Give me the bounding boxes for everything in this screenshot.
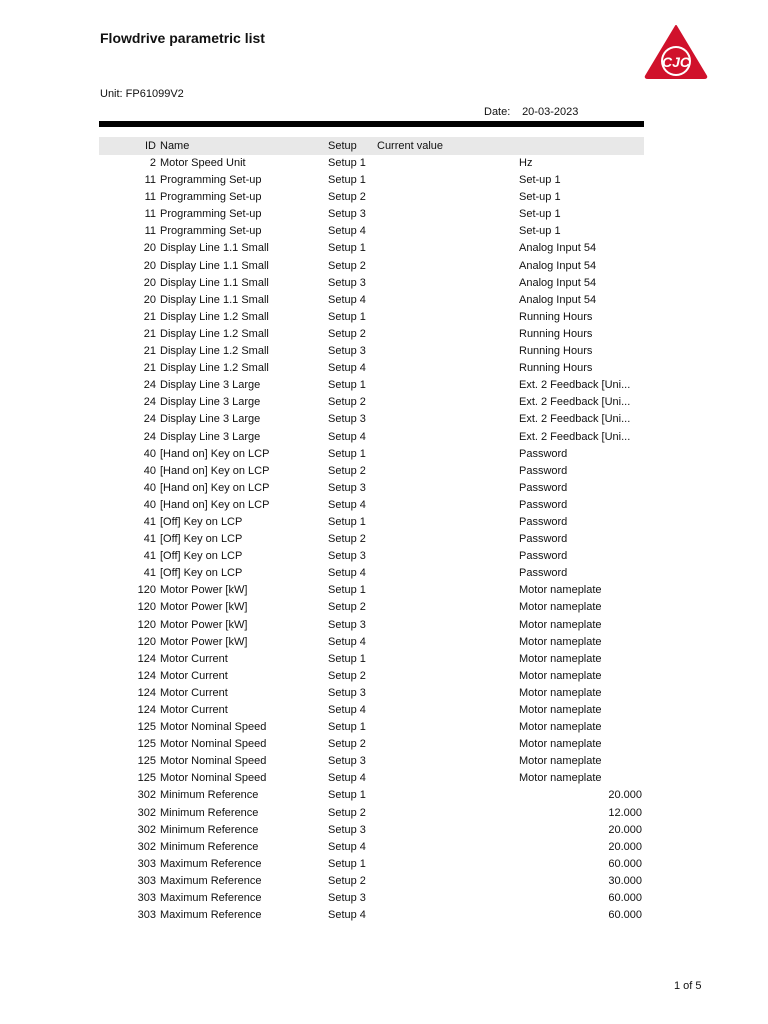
cell-value: Ext. 2 Feedback [Uni... bbox=[519, 379, 631, 392]
cell-value: 30.000 bbox=[608, 874, 642, 887]
cell-value: Password bbox=[519, 481, 568, 494]
cell-setup: Setup 2 bbox=[328, 259, 366, 272]
table-row bbox=[99, 907, 644, 924]
cell-setup: Setup 3 bbox=[328, 276, 366, 289]
cell-id: 40 bbox=[143, 447, 156, 460]
date-label: Date: bbox=[484, 106, 511, 118]
cell-value: Analog Input 54 bbox=[519, 242, 597, 255]
cell-name: [Hand on] Key on LCP bbox=[160, 498, 270, 511]
table-row bbox=[99, 360, 644, 377]
cell-name: Motor Power [kW] bbox=[160, 618, 248, 631]
cell-name: Display Line 1.1 Small bbox=[160, 293, 269, 306]
cell-id: 41 bbox=[143, 567, 156, 580]
cell-value: Analog Input 54 bbox=[519, 293, 597, 306]
cell-value: Motor nameplate bbox=[519, 601, 602, 614]
cell-name: Minimum Reference bbox=[160, 823, 259, 836]
cell-name: Motor Current bbox=[160, 704, 228, 716]
table-row bbox=[99, 873, 644, 890]
table-row bbox=[99, 634, 644, 651]
cell-name: Display Line 3 Large bbox=[160, 379, 261, 392]
cell-value: Motor nameplate bbox=[519, 721, 602, 734]
table-row bbox=[99, 309, 644, 326]
cell-id: 20 bbox=[143, 293, 156, 306]
cell-id: 24 bbox=[143, 413, 156, 426]
cell-name: Display Line 3 Large bbox=[160, 430, 261, 443]
cell-value: 60.000 bbox=[608, 857, 642, 870]
cell-name: [Off] Key on LCP bbox=[160, 550, 243, 563]
cell-name: [Off] Key on LCP bbox=[160, 515, 243, 528]
cell-value: 60.000 bbox=[608, 892, 642, 905]
cell-value: Motor nameplate bbox=[519, 738, 602, 751]
cell-value: Motor nameplate bbox=[519, 772, 602, 785]
cell-id: 125 bbox=[137, 721, 156, 734]
cell-setup: Setup 1 bbox=[328, 515, 366, 528]
cell-setup: Setup 4 bbox=[328, 293, 366, 306]
table-row bbox=[99, 599, 644, 616]
cell-value: Password bbox=[519, 533, 568, 546]
cell-name: Maximum Reference bbox=[160, 892, 262, 905]
cell-value: Set-up 1 bbox=[519, 174, 561, 187]
cell-id: 24 bbox=[143, 430, 156, 443]
table-row bbox=[99, 240, 644, 257]
cell-value: Motor nameplate bbox=[519, 618, 602, 631]
cell-name: Motor Speed Unit bbox=[160, 157, 246, 169]
cell-name: Motor Nominal Speed bbox=[160, 755, 267, 768]
cell-name: [Off] Key on LCP bbox=[160, 567, 243, 580]
cell-value: Running Hours bbox=[519, 345, 593, 358]
cell-name: Display Line 1.1 Small bbox=[160, 276, 269, 289]
table-row bbox=[99, 411, 644, 428]
table-row bbox=[99, 685, 644, 702]
cell-setup: Setup 3 bbox=[328, 618, 366, 631]
cell-id: 20 bbox=[143, 242, 156, 255]
cell-id: 40 bbox=[143, 464, 156, 477]
cell-id: 41 bbox=[143, 550, 156, 563]
cell-value: Password bbox=[519, 550, 568, 563]
cell-setup: Setup 1 bbox=[328, 174, 366, 187]
cell-setup: Setup 4 bbox=[328, 840, 366, 853]
cell-setup: Setup 1 bbox=[328, 242, 366, 255]
table-row bbox=[99, 753, 644, 770]
cell-name: Display Line 1.1 Small bbox=[160, 259, 269, 272]
header-setup: Setup bbox=[328, 140, 357, 152]
cell-value: Running Hours bbox=[519, 327, 593, 340]
cell-setup: Setup 2 bbox=[328, 464, 366, 477]
cell-value: Password bbox=[519, 447, 568, 460]
cell-value: 20.000 bbox=[608, 823, 642, 836]
cell-id: 21 bbox=[143, 310, 156, 323]
page-number: 1 of 5 bbox=[674, 980, 702, 992]
cell-id: 21 bbox=[143, 362, 156, 375]
cell-name: Maximum Reference bbox=[160, 857, 262, 870]
cell-id: 21 bbox=[143, 345, 156, 358]
cell-id: 40 bbox=[143, 481, 156, 494]
cell-name: Motor Current bbox=[160, 686, 228, 699]
cell-setup: Setup 1 bbox=[328, 789, 366, 802]
cell-setup: Setup 3 bbox=[328, 413, 366, 426]
cell-name: Maximum Reference bbox=[160, 874, 262, 887]
cell-id: 2 bbox=[149, 157, 156, 169]
header-divider bbox=[99, 121, 644, 127]
cell-value: Set-up 1 bbox=[519, 208, 561, 221]
cell-id: 120 bbox=[137, 635, 156, 648]
cell-value: Motor nameplate bbox=[519, 669, 602, 682]
table-header-row bbox=[99, 137, 644, 155]
cell-value: 12.000 bbox=[608, 806, 642, 819]
cell-id: 24 bbox=[143, 379, 156, 392]
table-row bbox=[99, 429, 644, 446]
cell-value: 60.000 bbox=[608, 909, 642, 922]
cell-value: Analog Input 54 bbox=[519, 259, 597, 272]
cjc-logo-icon bbox=[644, 24, 708, 80]
cell-value: Password bbox=[519, 515, 568, 528]
table-row bbox=[99, 531, 644, 548]
cell-name: Motor Nominal Speed bbox=[160, 721, 267, 734]
cell-name: Display Line 1.2 Small bbox=[160, 310, 269, 323]
cell-setup: Setup 1 bbox=[328, 310, 366, 323]
table-row bbox=[99, 446, 644, 463]
cell-setup: Setup 4 bbox=[328, 704, 366, 716]
cell-setup: Setup 2 bbox=[328, 327, 366, 340]
table-row bbox=[99, 258, 644, 275]
table-body bbox=[99, 155, 644, 924]
cell-setup: Setup 1 bbox=[328, 157, 366, 169]
cell-id: 120 bbox=[137, 584, 156, 597]
cell-name: [Hand on] Key on LCP bbox=[160, 447, 270, 460]
cell-setup: Setup 4 bbox=[328, 909, 366, 922]
cell-setup: Setup 1 bbox=[328, 857, 366, 870]
cell-value: Motor nameplate bbox=[519, 704, 602, 716]
cell-id: 11 bbox=[144, 208, 156, 221]
cell-value: Motor nameplate bbox=[519, 635, 602, 648]
cell-setup: Setup 3 bbox=[328, 345, 366, 358]
cell-value: Running Hours bbox=[519, 362, 593, 375]
table-row bbox=[99, 155, 644, 172]
cell-name: Minimum Reference bbox=[160, 789, 259, 802]
cell-name: Programming Set-up bbox=[160, 191, 262, 204]
cell-id: 40 bbox=[143, 498, 156, 511]
cell-id: 20 bbox=[143, 276, 156, 289]
cell-name: Display Line 1.1 Small bbox=[160, 242, 269, 255]
cell-value: Ext. 2 Feedback [Uni... bbox=[519, 413, 631, 426]
cell-setup: Setup 4 bbox=[328, 430, 366, 443]
table-row bbox=[99, 326, 644, 343]
table-row bbox=[99, 856, 644, 873]
table-row bbox=[99, 890, 644, 907]
cell-setup: Setup 1 bbox=[328, 584, 366, 597]
cell-setup: Setup 4 bbox=[328, 225, 366, 238]
date-value: 20-03-2023 bbox=[522, 106, 579, 118]
table-row bbox=[99, 275, 644, 292]
cell-value: 20.000 bbox=[608, 789, 642, 802]
cell-value: Motor nameplate bbox=[519, 755, 602, 768]
cell-id: 20 bbox=[143, 259, 156, 272]
cell-value: Set-up 1 bbox=[519, 225, 561, 238]
table-row bbox=[99, 736, 644, 753]
cell-value: Password bbox=[519, 567, 568, 580]
cell-setup: Setup 2 bbox=[328, 806, 366, 819]
cell-setup: Setup 2 bbox=[328, 191, 366, 204]
cell-name: Programming Set-up bbox=[160, 208, 262, 221]
table-row bbox=[99, 582, 644, 599]
cell-value: Motor nameplate bbox=[519, 584, 602, 597]
cell-id: 302 bbox=[137, 840, 156, 853]
table-row bbox=[99, 463, 644, 480]
table-row bbox=[99, 172, 644, 189]
cell-setup: Setup 1 bbox=[328, 721, 366, 734]
table-row bbox=[99, 805, 644, 822]
cell-name: Minimum Reference bbox=[160, 840, 259, 853]
cell-value: Running Hours bbox=[519, 310, 593, 323]
cell-id: 11 bbox=[144, 174, 156, 187]
cell-name: Motor Nominal Speed bbox=[160, 738, 267, 751]
unit-label: Unit: FP61099V2 bbox=[100, 88, 184, 100]
cell-name: Motor Current bbox=[160, 669, 228, 682]
cell-id: 41 bbox=[143, 515, 156, 528]
cell-value: Analog Input 54 bbox=[519, 276, 597, 289]
cell-id: 24 bbox=[143, 396, 156, 409]
cell-setup: Setup 2 bbox=[328, 669, 366, 682]
cell-id: 120 bbox=[137, 601, 156, 614]
cell-id: 124 bbox=[137, 704, 156, 716]
cell-id: 41 bbox=[143, 533, 156, 546]
cell-setup: Setup 1 bbox=[328, 447, 366, 460]
cell-name: [Hand on] Key on LCP bbox=[160, 464, 270, 477]
cell-name: Motor Current bbox=[160, 652, 228, 665]
table-row bbox=[99, 719, 644, 736]
cell-id: 124 bbox=[137, 686, 156, 699]
cell-name: Display Line 1.2 Small bbox=[160, 362, 269, 375]
table-row bbox=[99, 223, 644, 240]
cell-name: [Hand on] Key on LCP bbox=[160, 481, 270, 494]
cell-id: 125 bbox=[137, 738, 156, 751]
cell-name: Display Line 3 Large bbox=[160, 396, 261, 409]
table-row bbox=[99, 480, 644, 497]
cell-id: 125 bbox=[137, 772, 156, 785]
cell-setup: Setup 3 bbox=[328, 823, 366, 836]
cell-setup: Setup 1 bbox=[328, 652, 366, 665]
cell-name: Display Line 1.2 Small bbox=[160, 345, 269, 358]
cell-name: [Off] Key on LCP bbox=[160, 533, 243, 546]
cell-setup: Setup 2 bbox=[328, 874, 366, 887]
logo-text: CJC bbox=[661, 54, 691, 70]
header-name: Name bbox=[160, 140, 190, 152]
cell-setup: Setup 3 bbox=[328, 755, 366, 768]
cell-value: Ext. 2 Feedback [Uni... bbox=[519, 396, 631, 409]
cell-name: Programming Set-up bbox=[160, 225, 262, 238]
table-row bbox=[99, 839, 644, 856]
table-row bbox=[99, 822, 644, 839]
cell-setup: Setup 3 bbox=[328, 686, 366, 699]
table-row bbox=[99, 497, 644, 514]
cell-setup: Setup 3 bbox=[328, 892, 366, 905]
cell-value: Password bbox=[519, 464, 568, 477]
header-id: ID bbox=[145, 140, 156, 152]
table-row bbox=[99, 292, 644, 309]
cell-id: 125 bbox=[137, 755, 156, 768]
header-current-value: Current value bbox=[377, 140, 444, 152]
cell-id: 11 bbox=[144, 225, 156, 238]
cell-setup: Setup 2 bbox=[328, 533, 366, 546]
cell-name: Display Line 3 Large bbox=[160, 413, 261, 426]
table-row bbox=[99, 377, 644, 394]
table-row bbox=[99, 394, 644, 411]
cell-name: Motor Nominal Speed bbox=[160, 772, 267, 785]
cell-setup: Setup 3 bbox=[328, 481, 366, 494]
cell-name: Motor Power [kW] bbox=[160, 601, 248, 614]
table-row bbox=[99, 617, 644, 634]
cell-id: 303 bbox=[137, 909, 156, 922]
cell-id: 303 bbox=[137, 857, 156, 870]
table-row bbox=[99, 702, 644, 719]
cell-id: 21 bbox=[143, 327, 156, 340]
cell-value: Motor nameplate bbox=[519, 652, 602, 665]
table-row bbox=[99, 565, 644, 582]
cell-id: 303 bbox=[137, 874, 156, 887]
cell-value: 20.000 bbox=[608, 840, 642, 853]
cell-name: Motor Power [kW] bbox=[160, 635, 248, 648]
cell-name: Programming Set-up bbox=[160, 174, 262, 187]
table-row bbox=[99, 343, 644, 360]
cell-setup: Setup 1 bbox=[328, 379, 366, 392]
cell-value: Set-up 1 bbox=[519, 191, 561, 204]
cell-setup: Setup 2 bbox=[328, 396, 366, 409]
cell-value: Motor nameplate bbox=[519, 686, 602, 699]
cell-setup: Setup 4 bbox=[328, 362, 366, 375]
table-row bbox=[99, 668, 644, 685]
cell-id: 124 bbox=[137, 652, 156, 665]
table-row bbox=[99, 514, 644, 531]
cell-setup: Setup 4 bbox=[328, 635, 366, 648]
cell-id: 302 bbox=[137, 789, 156, 802]
cell-id: 303 bbox=[137, 892, 156, 905]
table-row bbox=[99, 770, 644, 787]
cell-setup: Setup 2 bbox=[328, 601, 366, 614]
cell-name: Display Line 1.2 Small bbox=[160, 327, 269, 340]
cell-setup: Setup 2 bbox=[328, 738, 366, 751]
cell-id: 11 bbox=[144, 191, 156, 204]
cell-setup: Setup 4 bbox=[328, 498, 366, 511]
page-title: Flowdrive parametric list bbox=[100, 30, 265, 46]
table-row bbox=[99, 189, 644, 206]
table-row bbox=[99, 651, 644, 668]
table-row bbox=[99, 787, 644, 804]
cell-setup: Setup 4 bbox=[328, 772, 366, 785]
cell-name: Minimum Reference bbox=[160, 806, 259, 819]
cell-id: 302 bbox=[137, 806, 156, 819]
parameter-table bbox=[99, 137, 644, 924]
table-row bbox=[99, 206, 644, 223]
cell-setup: Setup 3 bbox=[328, 208, 366, 221]
cell-value: Ext. 2 Feedback [Uni... bbox=[519, 430, 631, 443]
cell-name: Maximum Reference bbox=[160, 909, 262, 922]
date-line bbox=[484, 106, 578, 118]
cell-id: 120 bbox=[137, 618, 156, 631]
cell-value: Password bbox=[519, 498, 568, 511]
table-row bbox=[99, 548, 644, 565]
cell-name: Motor Power [kW] bbox=[160, 584, 248, 597]
cell-setup: Setup 3 bbox=[328, 550, 366, 563]
cell-value: Hz bbox=[519, 157, 533, 169]
cell-setup: Setup 4 bbox=[328, 567, 366, 580]
cell-id: 124 bbox=[137, 669, 156, 682]
cell-id: 302 bbox=[137, 823, 156, 836]
